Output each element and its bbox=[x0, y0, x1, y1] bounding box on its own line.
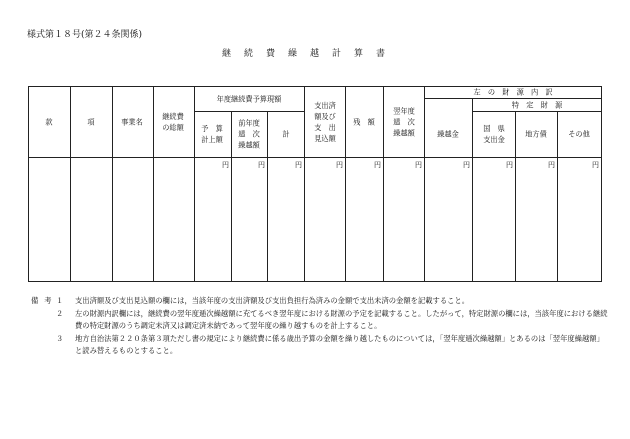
column-divider bbox=[304, 86, 305, 282]
unit-label: 円 bbox=[592, 161, 599, 169]
note-item bbox=[56, 333, 611, 358]
header-other: その他 bbox=[568, 129, 590, 139]
column-divider bbox=[267, 111, 268, 282]
column-divider bbox=[557, 111, 558, 282]
header-kou: 項 bbox=[87, 117, 95, 127]
carryover-table bbox=[28, 86, 602, 282]
unit-label: 円 bbox=[506, 161, 513, 169]
table-right-border bbox=[601, 86, 602, 282]
header-local-bond: 地方債 bbox=[525, 129, 547, 139]
note-text: 支出済額及び支出見込額の欄には，当該年度の支出済額及び支出負担行為済みの金額で支出未済の金額を記載すること。 bbox=[75, 296, 470, 305]
header-subsidy: 国 県 支出金 bbox=[483, 124, 505, 144]
document-title: 継続費繰越計算書 bbox=[221, 49, 398, 59]
column-divider bbox=[231, 111, 232, 282]
header-finance-group: 左 の 財 源 内 訳 bbox=[473, 87, 553, 97]
column-divider bbox=[472, 98, 473, 282]
note-text: 左の財源内訳欄には，継続費の翌年度逓次繰越額に充てるべき翌年度における財源の予定を記載すること。したがって，特定財源の欄には，当該年度における継続費の特定財源のうち調定未済又は調定済未納であって翌年度の繰り越すものを計上すること。 bbox=[75, 308, 608, 331]
header-budget-sum: 計 bbox=[282, 129, 290, 139]
column-divider bbox=[153, 86, 154, 282]
header-balance: 残 額 bbox=[353, 117, 375, 127]
specific-group-divider bbox=[472, 111, 602, 112]
column-divider bbox=[70, 86, 71, 282]
header-expense: 支出済 額及び 支 出 見込額 bbox=[314, 101, 336, 143]
header-kan: 款 bbox=[45, 117, 53, 127]
unit-label: 円 bbox=[336, 161, 343, 169]
header-next-carryover: 翌年度 逓 次 繰越額 bbox=[393, 106, 415, 138]
note-item bbox=[56, 295, 611, 308]
unit-label: 円 bbox=[463, 161, 470, 169]
note-number: １ bbox=[56, 296, 64, 305]
note-text: 地方自治法第２２０条第３項ただし書の規定により継続費に係る歳出予算の金額を繰り越したものについては，「翌年度逓次繰越額」とあるのは「翌年度繰越額」と読み替えるものとすること。 bbox=[75, 333, 604, 356]
header-budget-plan: 予 算 計上額 bbox=[201, 124, 223, 144]
header-total: 継続費 の総額 bbox=[162, 112, 184, 132]
column-divider bbox=[194, 86, 195, 282]
header-jigyou: 事業名 bbox=[121, 117, 143, 127]
form-number: 様式第１８号(第２４条関係) bbox=[27, 30, 143, 40]
unit-label: 円 bbox=[374, 161, 381, 169]
column-divider bbox=[515, 111, 516, 282]
notes-lead: 備考 bbox=[31, 296, 58, 305]
unit-label: 円 bbox=[548, 161, 555, 169]
header-budget-group: 年度継続費予算現額 bbox=[216, 94, 282, 104]
column-divider bbox=[345, 86, 346, 282]
notes-section bbox=[31, 295, 611, 358]
column-divider bbox=[383, 86, 384, 282]
unit-label: 円 bbox=[295, 161, 302, 169]
column-divider bbox=[424, 86, 425, 282]
note-number: ３ bbox=[56, 333, 64, 343]
header-specific-group: 特 定 財 源 bbox=[511, 100, 563, 110]
budget-group-divider bbox=[194, 111, 304, 112]
unit-label: 円 bbox=[222, 161, 229, 169]
unit-label: 円 bbox=[258, 161, 265, 169]
header-prev-carryover: 前年度 逓 次 繰越額 bbox=[238, 118, 260, 150]
header-carry-money: 繰越金 bbox=[437, 129, 459, 139]
column-divider bbox=[112, 86, 113, 282]
table-left-border bbox=[28, 86, 29, 282]
unit-label: 円 bbox=[415, 161, 422, 169]
note-number: ２ bbox=[56, 308, 64, 318]
note-item bbox=[56, 308, 611, 333]
